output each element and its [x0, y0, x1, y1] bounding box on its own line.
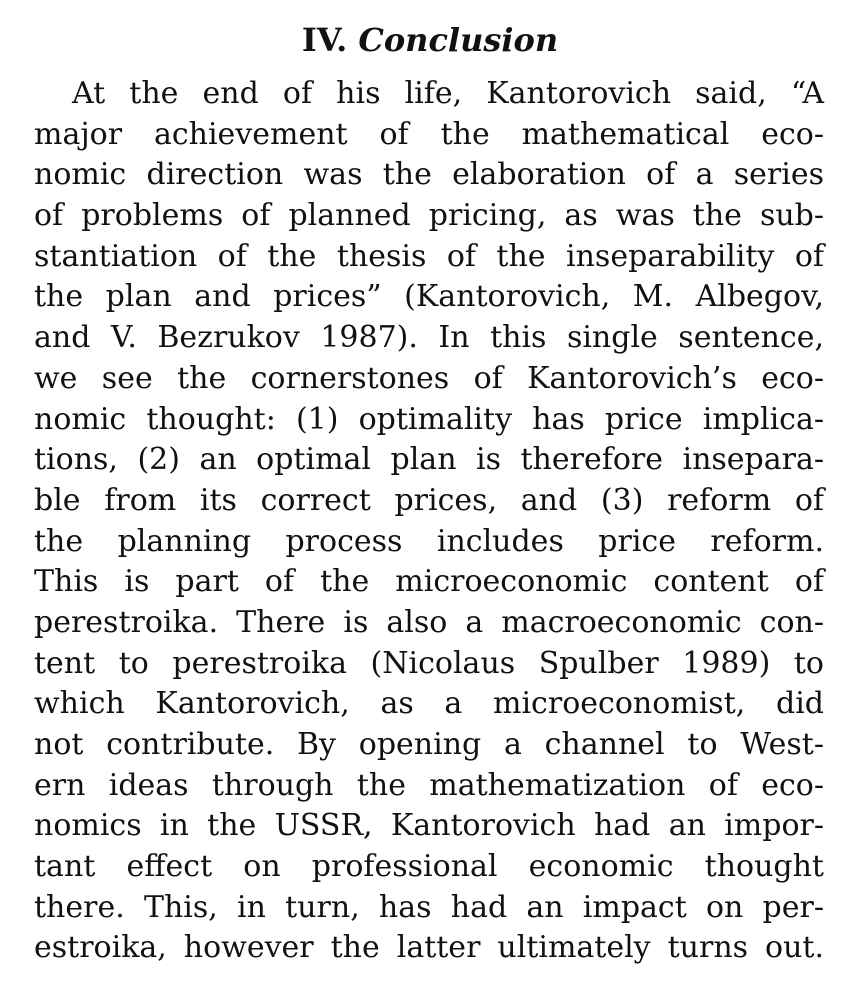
paragraph-line: tant effect on professional economic thought: [34, 849, 824, 885]
paragraph-line: the planning process includes price reform.: [34, 523, 824, 559]
paragraph-line: ern ideas through the mathematization of eco-: [34, 767, 824, 803]
paragraph-line: tions, (2) an optimal plan is therefore insepara-: [34, 442, 824, 478]
paragraph-line: At the end of his life, Kantorovich said, “A: [72, 76, 824, 111]
paragraph-line: major achievement of the mathematical eco-: [34, 116, 824, 152]
section-title: Conclusion: [358, 21, 559, 59]
paragraph-line: which Kantorovich, as a microeconomist, did: [34, 686, 824, 722]
paragraph-line: stantiation of the thesis of the inseparability of: [34, 238, 824, 274]
paragraph-line: nomic direction was the elaboration of a series: [34, 157, 824, 193]
paragraph-line: tent to perestroika (Nicolaus Spulber 1989) to: [34, 645, 824, 681]
paragraph-line: This is part of the microeconomic content of: [34, 564, 824, 600]
paragraph-line: we see the cornerstones of Kantorovich’s eco-: [34, 360, 824, 396]
paragraph-line: nomic thought: (1) optimality has price implica-: [34, 401, 824, 437]
body-paragraph: [34, 74, 824, 969]
paragraph-line: there. This, in turn, has had an impact on per-: [34, 889, 824, 925]
paragraph-line: and V. Bezrukov 1987). In this single sentence,: [34, 320, 824, 356]
paragraph-line: not contribute. By opening a channel to West-: [34, 727, 824, 762]
paragraph-line: of problems of planned pricing, as was the sub-: [34, 198, 824, 234]
section-heading: [0, 14, 860, 66]
paragraph-line: the plan and prices” (Kantorovich, M. Albegov,: [34, 279, 824, 315]
paragraph-line: ble from its correct prices, and (3) reform of: [34, 482, 824, 518]
section-number: IV.: [301, 21, 348, 59]
paragraph-line: perestroika. There is also a macroeconomic con-: [34, 604, 824, 640]
paragraph-line: estroika, however the latter ultimately turns out.: [34, 930, 824, 966]
paragraph-line: nomics in the USSR, Kantorovich had an impor-: [34, 808, 824, 844]
